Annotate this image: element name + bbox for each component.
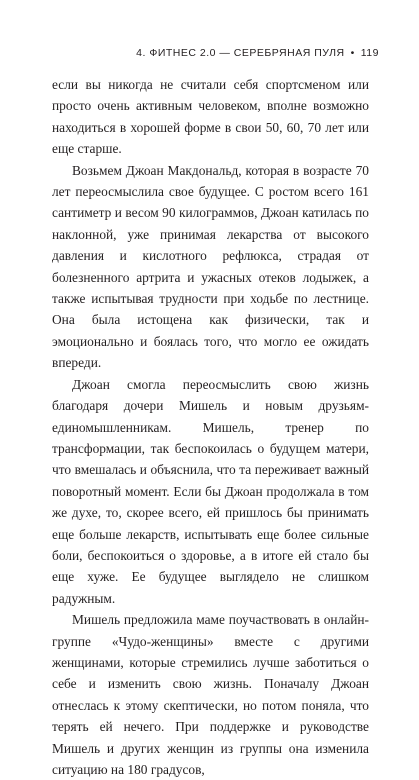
paragraph-continued: если вы никогда не считали себя спортсменом или просто очень активным человеком, вполне возможно находиться в хорошей форме в свои 50, 60, 70 лет или еще старше. <box>52 77 369 157</box>
running-header <box>136 47 379 59</box>
paragraph: Мишель предложила маме поучаствовать в онлайн-группе «Чудо-женщины» вместе с другими женщинами, которые стремились лучше заботиться о себе и изменить свою жизнь. Поначалу Джоан отнеслась к этому скептически, но потом поняла, что терять ей нечего. При поддержке и руководстве Мишель и других женщин из группы она изменила ситуацию на 180 градусов, <box>52 612 369 777</box>
paragraph: Возьмем Джоан Макдональд, которая в возрасте 70 лет переосмыслила свое будущее. С ростом всего 161 сантиметр и весом 90 килограммов, Джоан катилась по наклонной, уже принимая лекарства от высокого давления и кислотного рефлюкса, страдая от болезненного артрита и ужасных отеков лодыжек, а также испытывая трудности при ходьбе по лестнице. Она была истощена как физически, так и эмоционально и боялась того, что могло ее ожидать впереди. <box>52 162 369 371</box>
paragraph: Джоан смогла переосмыслить свою жизнь благодаря дочери Мишель и новым друзьям-единомышленникам. Мишель, тренер по трансформации, так беспокоилась о будущем матери, что вмешалась и объяснила, что та переживает важный поворотный момент. Если бы Джоан продолжала в том же духе, то, скорее всего, ей пришлось бы принимать еще больше лекарств, испытывать еще более сильные боли, беспокоиться о здоровье, а в итоге ей стало бы еще хуже. Ее будущее выглядело не слишком радужным. <box>52 376 369 606</box>
body-text <box>52 74 369 780</box>
header-bullet: • <box>350 47 355 59</box>
chapter-title: 4. ФИТНЕС 2.0 — СЕРЕБРЯНАЯ ПУЛЯ <box>136 47 345 59</box>
page-number: 119 <box>360 47 379 59</box>
